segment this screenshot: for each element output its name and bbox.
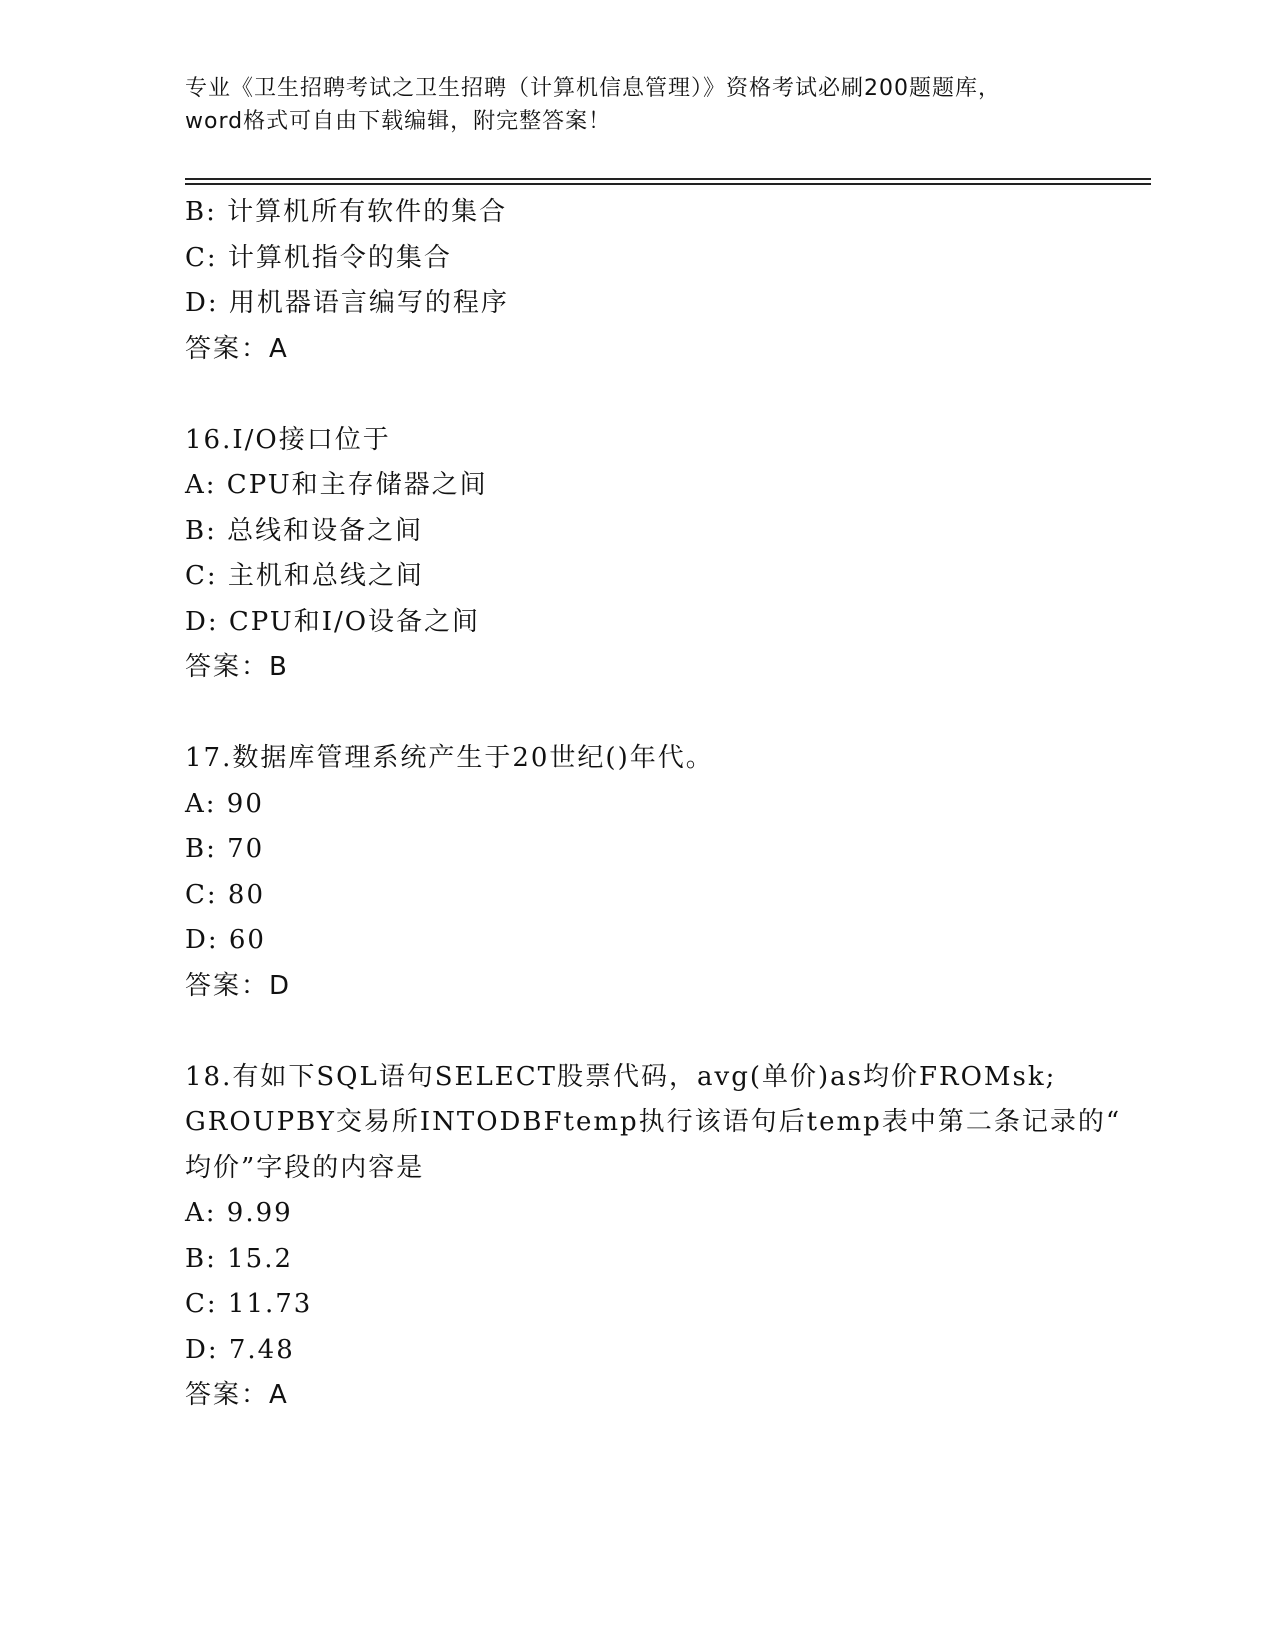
option-c: C: 11.73 [185, 1289, 313, 1319]
header-rule-top [185, 178, 1151, 180]
option-d: D: 7.48 [185, 1334, 295, 1365]
option-d: D: 用机器语言编写的程序 [185, 288, 509, 318]
answer: 答案：A [185, 333, 289, 364]
header-line-2: word格式可自由下载编辑，附完整答案！ [185, 109, 612, 134]
option-d: D: CPU和I/O设备之间 [185, 606, 481, 637]
spacer [185, 372, 1145, 418]
question-18 [185, 1055, 1145, 1419]
question-list [185, 190, 1145, 1419]
option-b: B: 70 [185, 834, 265, 864]
option-b: B: 总线和设备之间 [185, 515, 424, 546]
option-c: C: 主机和总线之间 [185, 561, 424, 591]
question-text: 16.I/O接口位于 [185, 424, 391, 455]
option-c: C: 计算机指令的集合 [185, 242, 452, 273]
document-header [185, 72, 1085, 138]
question-text-line-1: 18.有如下SQL语句SELECT股票代码，avg(单价)as均价FROMsk; [185, 1061, 1057, 1092]
question-text-line-3: 均价”字段的内容是 [185, 1152, 425, 1183]
question-text-line-2: GROUPBY交易所INTODBFtemp执行该语句后temp表中第二条记录的“ [185, 1107, 1122, 1137]
option-d: D: 60 [185, 925, 266, 955]
spacer [185, 1009, 1145, 1055]
answer: 答案：D [185, 970, 292, 1001]
question-15-partial [185, 190, 1145, 372]
header-line-1: 专业《卫生招聘考试之卫生招聘（计算机信息管理）》资格考试必刷200题题库， [185, 76, 1001, 101]
option-a: A: 90 [185, 788, 264, 819]
answer: 答案：B [185, 652, 289, 682]
option-b: B: 计算机所有软件的集合 [185, 197, 508, 227]
option-b: B: 15.2 [185, 1243, 294, 1274]
header-rule-bottom [185, 183, 1151, 185]
option-c: C: 80 [185, 879, 266, 910]
question-17 [185, 736, 1145, 1009]
answer: 答案：A [185, 1380, 289, 1410]
spacer [185, 691, 1145, 737]
question-16 [185, 418, 1145, 691]
option-a: A: 9.99 [185, 1198, 293, 1228]
option-a: A: CPU和主存储器之间 [185, 470, 488, 500]
question-text: 17.数据库管理系统产生于20世纪()年代。 [185, 743, 714, 773]
